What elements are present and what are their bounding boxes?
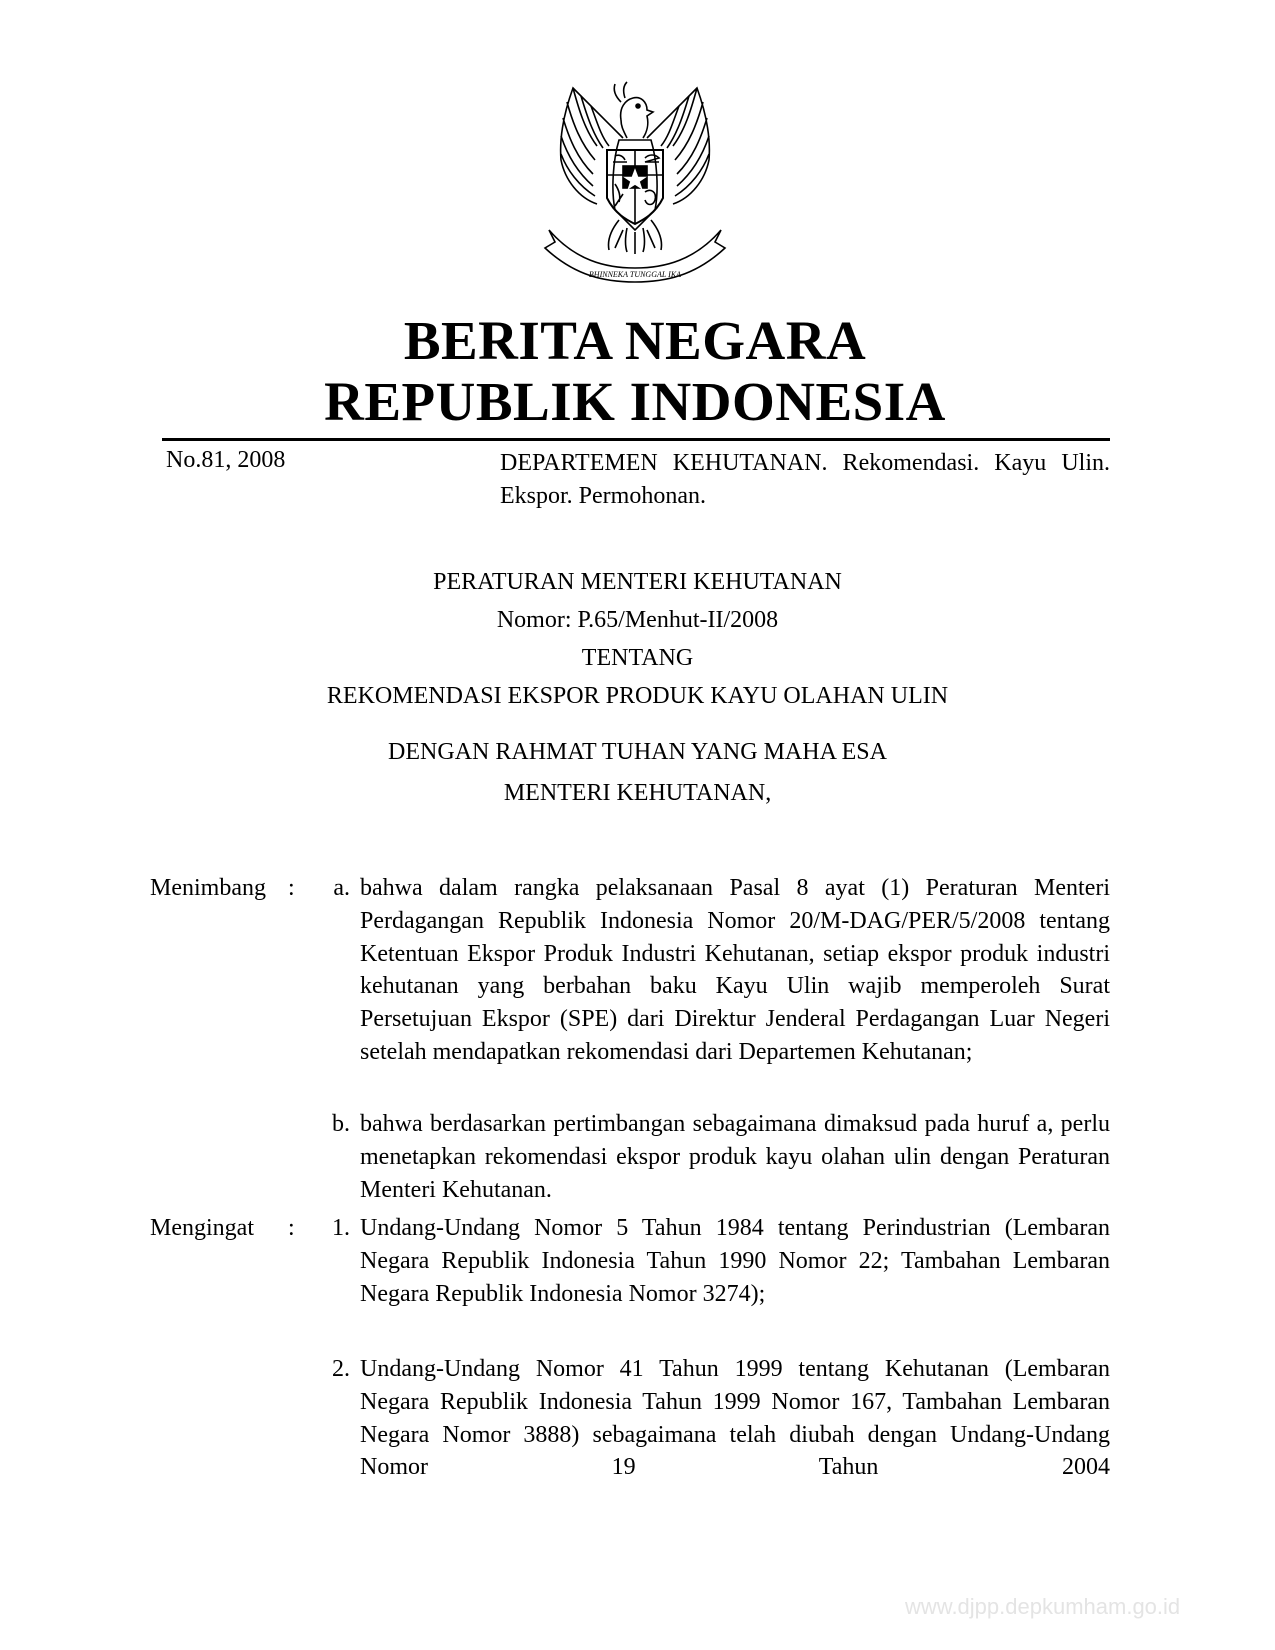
mengingat-item-2 <box>150 1353 1110 1484</box>
menimbang-colon: : <box>288 875 295 901</box>
regulation-type: PERATURAN MENTERI KEHUTANAN <box>433 569 842 595</box>
mengingat-item-1 <box>150 1212 1110 1310</box>
garuda-emblem <box>535 80 735 285</box>
regulation-number: Nomor: P.65/Menhut-II/2008 <box>496 607 779 633</box>
gazette-number: No.81, 2008 <box>166 447 286 473</box>
emblem-motto: BHINNEKA TUNGGAL IKA <box>588 270 682 279</box>
item-text: Undang-Undang Nomor 41 Tahun 1999 tentang Kehutanan (Lembaran Negara Republik Indonesia Tahun 1999 Nomor 167, Tambahan Lembaran Negara Nomor 3888) sebagaimana telah diubah dengan Undang-Undang Nomor 19 Tahun 2004 <box>360 1356 1110 1481</box>
menimbang-item-b <box>150 1108 1110 1206</box>
masthead-title-line2: REPUBLIK INDONESIA <box>324 371 946 432</box>
menimbang-label: Menimbang <box>150 875 266 901</box>
regulation-about: TENTANG <box>581 645 694 671</box>
gazette-subject: DEPARTEMEN KEHUTANAN. Rekomendasi. Kayu Ulin. Ekspor. Permohonan. <box>500 450 1110 509</box>
item-marker: b. <box>332 1111 350 1137</box>
masthead-rule <box>162 438 1110 441</box>
watermark: www.djpp.depkumham.go.id <box>905 1594 1181 1619</box>
item-marker: 2. <box>332 1356 350 1382</box>
menimbang-item-a <box>150 872 1110 1069</box>
regulation-title: REKOMENDASI EKSPOR PRODUK KAYU OLAHAN ULIN <box>326 683 949 709</box>
item-marker: a. <box>333 875 350 901</box>
item-text: bahwa berdasarkan pertimbangan sebagaimana dimaksud pada huruf a, perlu menetapkan rekomendasi ekspor produk kayu olahan ulin dengan Peraturan Menteri Kehutanan. <box>360 1111 1110 1203</box>
mengingat-label: Mengingat <box>150 1215 254 1241</box>
masthead-title-line1: BERITA NEGARA <box>403 310 867 371</box>
item-marker: 1. <box>332 1215 350 1241</box>
regulation-issuer: MENTERI KEHUTANAN, <box>503 780 772 806</box>
item-text: Undang-Undang Nomor 5 Tahun 1984 tentang Perindustrian (Lembaran Negara Republik Indonesia Tahun 1990 Nomor 22; Tambahan Lembaran Negara Republik Indonesia Nomor 3274); <box>360 1215 1110 1307</box>
mengingat-colon: : <box>288 1215 295 1241</box>
item-text: bahwa dalam rangka pelaksanaan Pasal 8 ayat (1) Peraturan Menteri Perdagangan Republik Indonesia Nomor 20/M-DAG/PER/5/2008 tentang Ketentuan Ekspor Produk Industri Kehutanan, setiap ekspor produk industri kehutanan yang berbahan baku Kayu Ulin wajib memperoleh Surat Persetujuan Ekspor (SPE) dari Direktur Jenderal Perdagangan Luar Negeri setelah mendapatkan rekomendasi dari Departemen Kehutanan; <box>360 875 1110 1065</box>
regulation-invocation: DENGAN RAHMAT TUHAN YANG MAHA ESA <box>388 739 887 765</box>
